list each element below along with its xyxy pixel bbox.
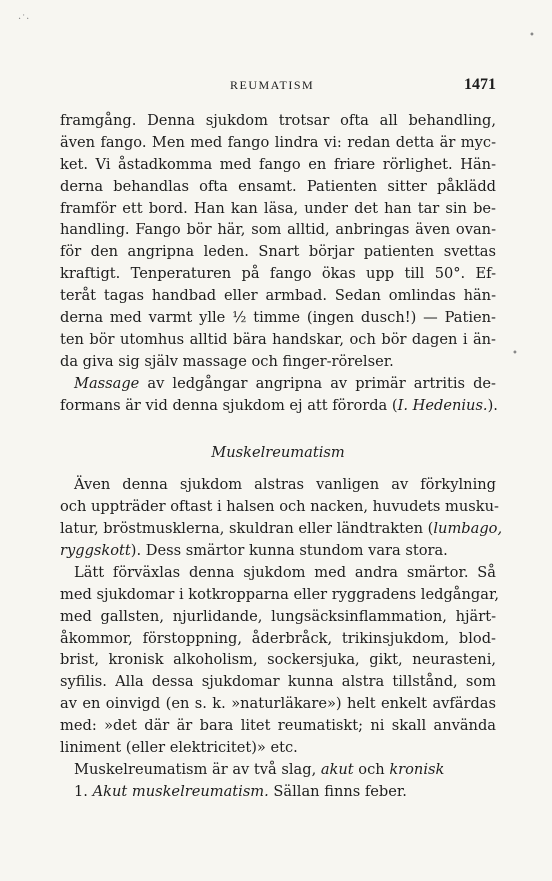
text-line: med gallsten, njurlidande, lungsäcksinflammation, hjärt- bbox=[60, 607, 496, 625]
list-number: 1. bbox=[74, 782, 88, 800]
text-line: även fango. Men med fango lindra vi: redan detta är myc- bbox=[60, 133, 496, 151]
text-line: med sjukdomar i kotkropparna eller ryggradens ledgångar, bbox=[60, 585, 499, 603]
text-segment: ). Dess smärtor kunna stundom vara stora. bbox=[130, 542, 448, 560]
text-line: brist, kronisk alkoholism, sockersjuka, gikt, neurasteni, bbox=[60, 651, 496, 669]
print-speck: • bbox=[529, 30, 535, 41]
text-line: teråt tagas handbad eller armbad. Sedan omlindas hän- bbox=[60, 287, 496, 305]
page-number: 1471 bbox=[464, 76, 496, 93]
italic-citation: I. Hedenius. bbox=[397, 396, 488, 414]
body-text bbox=[60, 110, 503, 803]
italic-term: Massage bbox=[74, 374, 140, 392]
text-line: framgång. Denna sjukdom trotsar ofta all behandling, bbox=[60, 112, 496, 129]
paragraph-fango-treatment bbox=[60, 110, 496, 373]
text-line: syfilis. Alla dessa sjukdomar kunna alstra tillstånd, som bbox=[60, 673, 496, 691]
text-line: framför ett bord. Han kan läsa, under det han tar sin be- bbox=[60, 199, 496, 217]
text-line: Även denna sjukdom alstras vanligen av förkylning bbox=[74, 476, 496, 494]
text-line: med: »det där är bara litet reumatiskt; ni skall använda bbox=[60, 717, 496, 735]
text-segment: Muskelreumatism är av två slag, bbox=[74, 760, 321, 778]
text-line bbox=[60, 540, 496, 562]
print-speck: • bbox=[512, 348, 518, 359]
text-line: Lätt förväxlas denna sjukdom med andra smärtor. Så bbox=[74, 563, 496, 581]
text-segment: Sällan finns feber. bbox=[268, 782, 407, 800]
paragraph-types bbox=[60, 759, 496, 781]
text-line bbox=[60, 373, 496, 395]
text-line: handling. Fango bör här, som alltid, anbringas även ovan- bbox=[60, 221, 496, 239]
text-line: för den angripna leden. Snart börjar patienten svettas bbox=[60, 243, 496, 261]
text-line bbox=[60, 518, 503, 540]
text-segment: latur, bröstmusklerna, skuldran eller ländtrakten ( bbox=[60, 520, 434, 538]
text-line bbox=[60, 781, 496, 803]
italic-term: Akut muskelreumatism. bbox=[92, 782, 269, 800]
italic-term: ryggskott bbox=[60, 542, 131, 560]
text-line: liniment (eller elektricitet)» etc. bbox=[60, 739, 298, 757]
italic-term: lumbago, bbox=[433, 520, 503, 538]
text-line: derna behandlas ofta ensamt. Patienten sitter påklädd bbox=[60, 177, 496, 195]
paragraph-massage bbox=[60, 373, 496, 417]
text-line bbox=[60, 395, 496, 417]
text-line bbox=[60, 759, 496, 781]
running-title: REUMATISM bbox=[230, 78, 315, 92]
text-segment: ). bbox=[487, 396, 498, 414]
section-heading: Muskelreumatism bbox=[211, 444, 345, 462]
paragraph-acute bbox=[60, 781, 496, 803]
text-line: kraftigt. Tenperaturen på fango ökas upp till 50°. Ef- bbox=[60, 265, 496, 283]
italic-term: kronisk bbox=[389, 760, 445, 778]
text-line: och uppträder oftast i halsen och nacken, huvudets musku- bbox=[60, 498, 499, 516]
text-line: da giva sig själv massage och finger-rörelser. bbox=[60, 352, 394, 370]
text-line: derna med varmt ylle ½ timme (ingen dusch!) — Patien- bbox=[60, 309, 496, 327]
text-segment: av ledgångar angripna av primär artritis de- bbox=[139, 374, 496, 392]
paragraph-differential-diagnosis bbox=[60, 562, 499, 759]
text-line: åkommor, förstoppning, åderbråck, trikinsjukdom, blod- bbox=[60, 629, 496, 647]
text-segment: formans är vid denna sjukdom ej att förorda ( bbox=[60, 396, 398, 414]
text-segment: och bbox=[353, 760, 390, 778]
paragraph-muscle-rheumatism-intro bbox=[60, 474, 503, 562]
italic-term: akut bbox=[320, 760, 354, 778]
text-line: ket. Vi åstadkomma med fango en friare rörlighet. Hän- bbox=[60, 155, 496, 173]
text-line: av en oinvigd (en s. k. »naturläkare») helt enkelt avfärdas bbox=[60, 695, 496, 713]
page-header bbox=[60, 76, 496, 98]
text-line: ten bör utomhus alltid bära handskar, och bör dagen i än- bbox=[60, 330, 496, 348]
print-speck: ·˙· bbox=[18, 14, 30, 25]
